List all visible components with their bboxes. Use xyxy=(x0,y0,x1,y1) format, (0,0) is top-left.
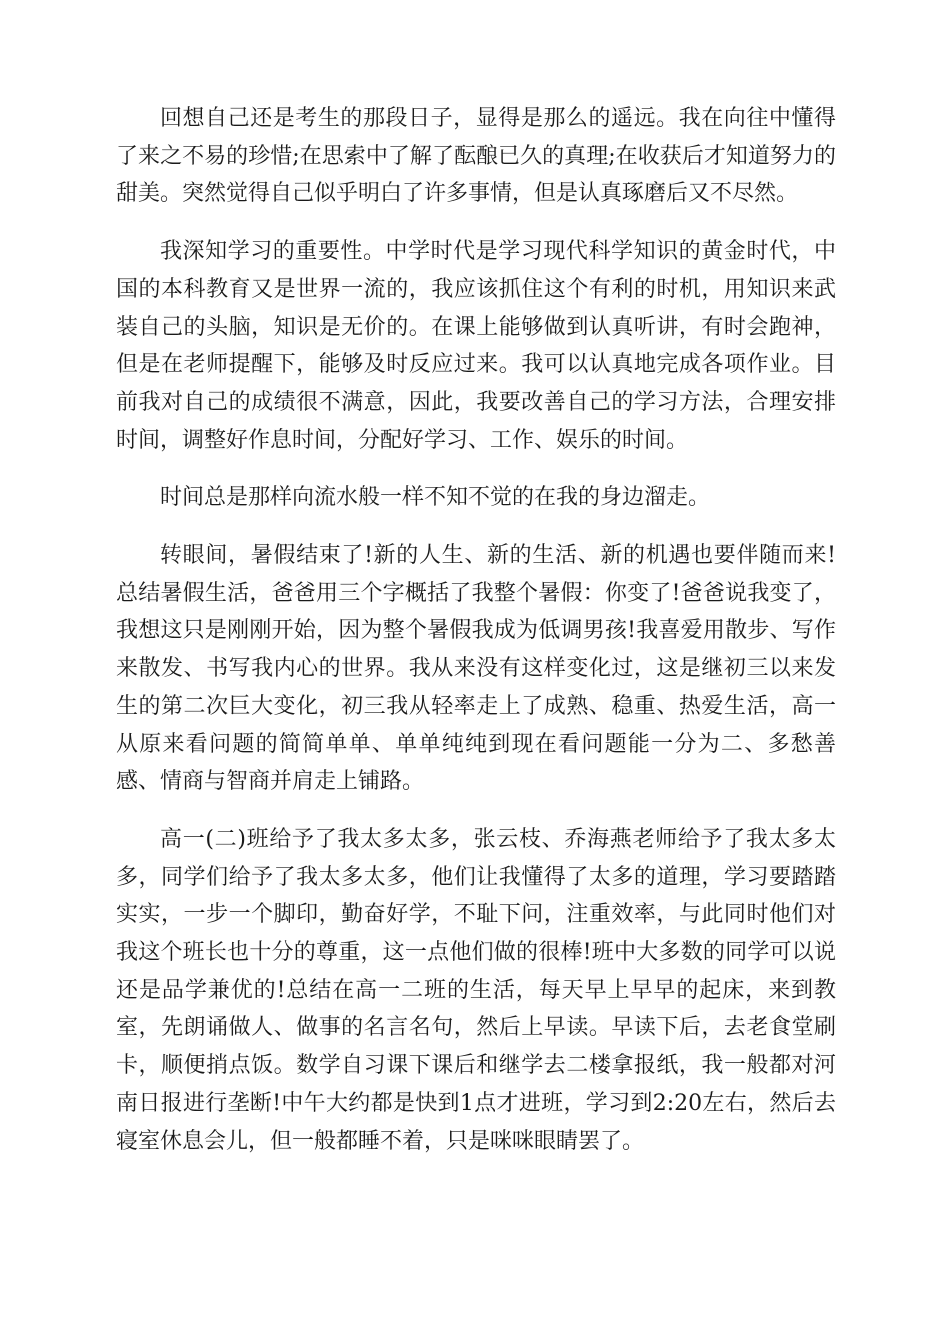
paragraph-3: 时间总是那样向流水般一样不知不觉的在我的身边溜走。 xyxy=(160,485,711,511)
paragraph-5: 高一(二)班给予了我太多太多，张云枝、乔海燕老师给予了我太多太多，同学们给予了我太多太多，他们让我懂得了太多的道理，学习要踏踏实实，一步一个脚印，勤奋好学，不耻下问，注重效率，与此同时他们对我这个班长也十分的尊重，这一点他们做的很棒!班中大多数的同学可以说还是品学兼优的!总结在高一二班的生活，每天早上早早的起床，来到教室，先朗诵做人、做事的名言名句，然后上早读。早读下后，去老食堂刷卡，顺便捎点饭。数学自习课下课后和继学去二楼拿报纸，我一般都对河南日报进行垄断!中午大约都是快到1点才进班，学习到2:20左右，然后去寝室休息会儿，但一般都睡不着，只是咪咪眼睛罢了。 xyxy=(116,826,836,1154)
paragraph-2: 我深知学习的重要性。中学时代是学习现代科学知识的黄金时代，中国的本科教育又是世界一流的，我应该抓住这个有利的时机，用知识来武装自己的头脑，知识是无价的。在课上能够做到认真听讲，有时会跑神，但是在老师提醒下，能够及时反应过来。我可以认真地完成各项作业。目前我对自己的成绩很不满意，因此，我要改善自己的学习方法，合理安排时间，调整好作息时间，分配好学习、工作、娱乐的时间。 xyxy=(116,239,836,453)
paragraph-1: 回想自己还是考生的那段日子，显得是那么的遥远。我在向往中懂得了来之不易的珍惜;在思索中了解了酝酿已久的真理;在收获后才知道努力的甜美。突然觉得自己似乎明白了许多事情，但是认真琢磨后又不尽然。 xyxy=(116,106,836,207)
paragraph-4: 转眼间，暑假结束了!新的人生、新的生活、新的机遇也要伴随而来!总结暑假生活，爸爸用三个字概括了我整个暑假：你变了!爸爸说我变了，我想这只是刚刚开始，因为整个暑假我成为低调男孩!我喜爱用散步、写作来散发、书写我内心的世界。我从来没有这样变化过，这是继初三以来发生的第二次巨大变化，初三我从轻率走上了成熟、稳重、热爱生活，高一从原来看问题的简简单单、单单纯纯到现在看问题能一分为二、多愁善感、情商与智商并肩走上铺路。 xyxy=(116,543,836,795)
document-page xyxy=(116,100,836,1180)
